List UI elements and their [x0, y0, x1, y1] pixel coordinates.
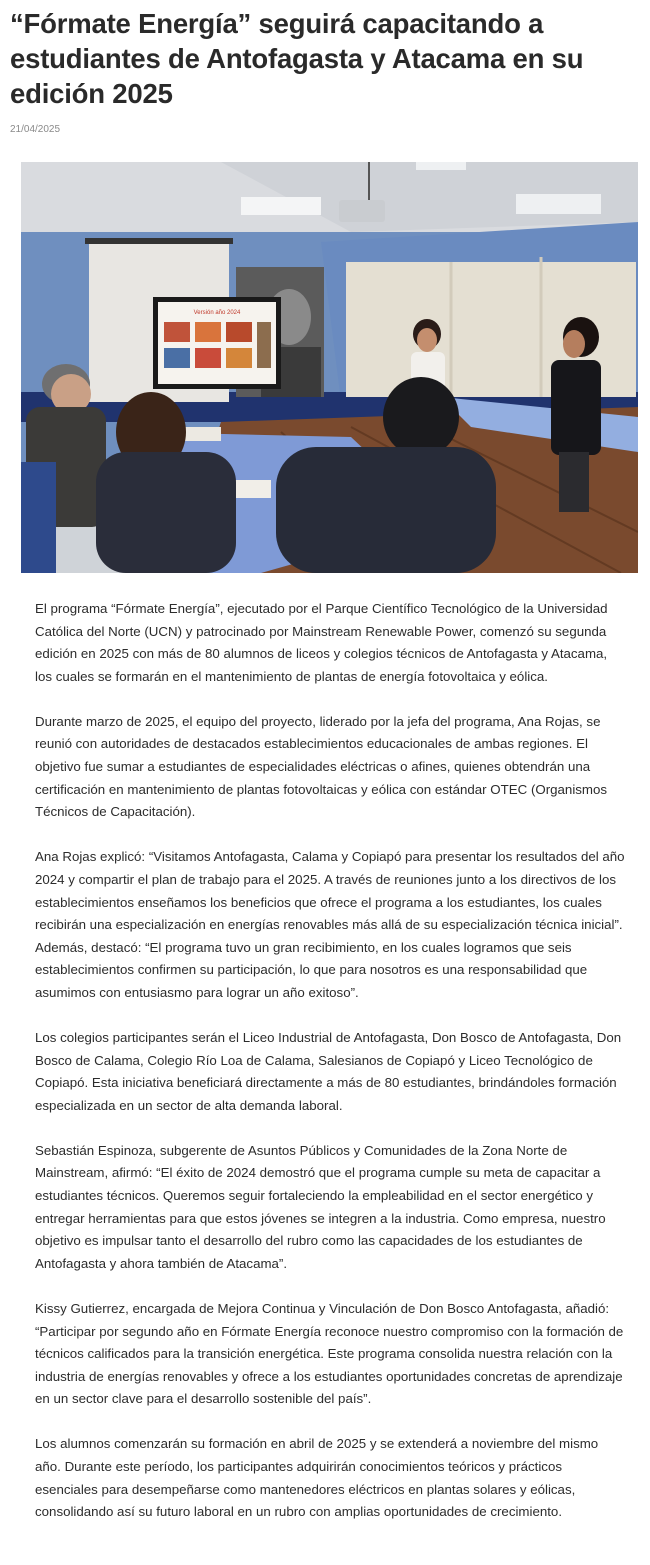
paragraph: Sebastián Espinoza, subgerente de Asuntos Públicos y Comunidades de la Zona Norte de Mainstream, afirmó: “El éxito de 2024 demostró que el programa cumple su meta de capacitar a estudiantes técnicos. Queremos seguir fortaleciendo la empleabilidad en el sector energético y entregar herramientas para que estos jóvenes se integren a la industria. Como empresa, nuestro objetivo es impulsar tanto el desarrollo del rubro como las capacidades de los estudiantes de Antofagasta y ahora también de Atacama”.	[35, 1142, 606, 1271]
article-title: “Fórmate Energía” seguirá capacitando a estudiantes de Antofagasta y Atacama en su edición 2025	[10, 8, 584, 109]
publish-date: 21/04/2025	[10, 124, 61, 135]
projector-icon	[339, 200, 385, 222]
article-body	[35, 598, 625, 1546]
paragraph: Kissy Gutierrez, encargada de Mejora Continua y Vinculación de Don Bosco Antofagasta, añadió: “Participar por segundo año en Fórmate Energía reconoce nuestro compromiso con la formación de técnicos calificados para la transición energética. Este programa consolida nuestra relación con la industria de energías renovables y ofrece a los estudiantes oportunidades concretas de aprendizaje en un sector clave para el desarrollo sostenible del país”.	[35, 1300, 624, 1407]
paragraph: Los colegios participantes serán el Liceo Industrial de Antofagasta, Don Bosco de Antofagasta, Don Bosco de Calama, Colegio Río Loa de Calama, Salesianos de Copiapó y Liceo Tecnológico de Copiapó. Esta iniciativa beneficiará directamente a más de 80 estudiantes, brindándoles formación especializada en un sector de alta demanda laboral.	[35, 1030, 622, 1113]
paragraph: El programa “Fórmate Energía”, ejecutado por el Parque Científico Tecnológico de la Universidad Católica del Norte (UCN) y patrocinado por Mainstream Renewable Power, comenzó su segunda edición en 2025 con más de 80 alumnos de liceos y colegios técnicos de Antofagasta y Atacama, los cuales se formarán en el mantenimiento de plantas de energía fotovoltaica y eólica.	[35, 601, 608, 684]
tv-screen-text: Versión año 2024	[193, 310, 241, 316]
paragraph: Durante marzo de 2025, el equipo del proyecto, liderado por la jefa del programa, Ana Rojas, se reunió con autoridades de destacados establecimientos educacionales de ambas regiones. El objetivo fue sumar a estudiantes de especialidades eléctricas o afines, quienes obtendrán una certificación en mantenimiento de plantas fotovoltaicas y eólica con estándar OTEC (Organismos Técnicos de Capacitación).	[35, 713, 608, 820]
article-photo	[21, 162, 638, 573]
paragraph: Los alumnos comenzarán su formación en abril de 2025 y se extenderá a noviembre del mismo año. Durante este período, los participantes adquirirán conocimientos teóricos y prácticos esenciales para desempeñarse como mantenedores eléctricos en plantas solares y eólicas, consolidando así su futuro laboral en un rubro con amplias oportunidades de crecimiento.	[35, 1436, 599, 1520]
paragraph: Ana Rojas explicó: “Visitamos Antofagasta, Calama y Copiapó para presentar los resultados del año 2024 y compartir el plan de trabajo para el 2025. A través de reuniones junto a los directivos de los establecimientos enseñamos los beneficios que ofrece el programa a los estudiantes, los cuales recibirán una especialización en energías renovables más allá de su especialización técnica inicial”. Además, destacó: “El programa tuvo un gran recibimiento, en los cuales logramos que seis establecimientos confirmen su participación, lo que para nosotros es una responsabilidad que asumimos con entusiasmo para lograr un año exitoso”.	[35, 849, 625, 1000]
meeting-room-photo	[21, 162, 638, 573]
